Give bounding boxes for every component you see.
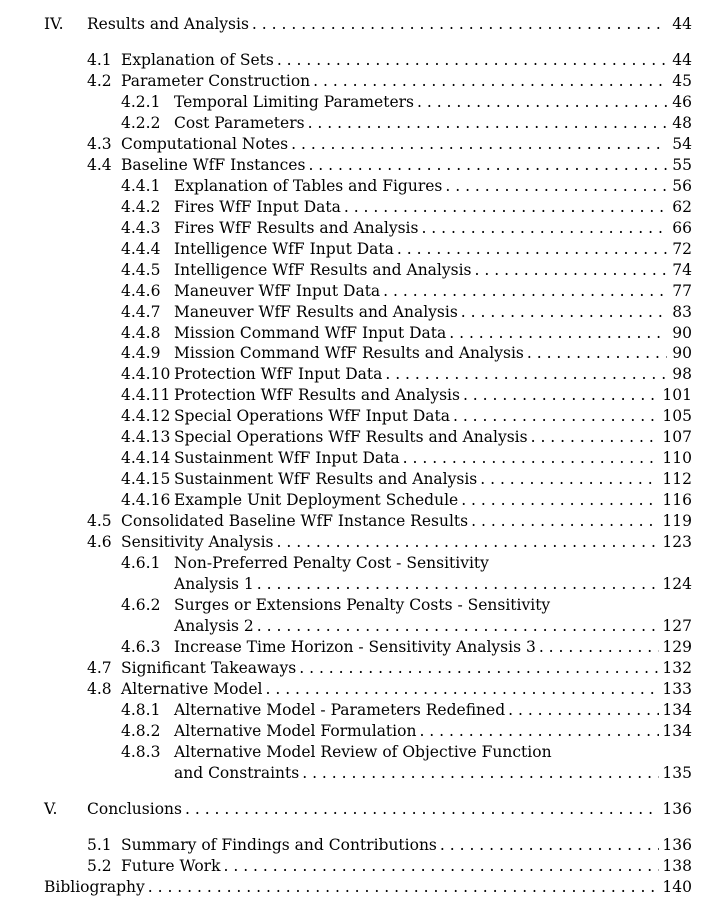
toc-title: Intelligence WfF Input Data xyxy=(174,240,394,258)
toc-title: Maneuver WfF Results and Analysis xyxy=(174,303,458,321)
toc-page: 136 xyxy=(662,836,692,854)
dot-leader xyxy=(299,660,659,677)
toc-entry-4-4-5 xyxy=(121,259,692,279)
toc-number: 4.2.2 xyxy=(121,114,161,132)
toc-number: 4.4.10 xyxy=(121,365,171,383)
toc-entry-4-6-1-line1 xyxy=(121,552,692,572)
toc-title-continued: Analysis 1 xyxy=(174,575,254,593)
dot-leader xyxy=(449,325,667,342)
toc-title: Non-Preferred Penalty Cost - Sensitivity xyxy=(174,554,489,572)
toc-page: 46 xyxy=(672,93,692,111)
dot-leader xyxy=(539,639,660,656)
toc-number: 5.1 xyxy=(87,836,112,854)
toc-number: 4.4.12 xyxy=(121,407,171,425)
toc-number: V. xyxy=(44,800,58,818)
toc-title: Example Unit Deployment Schedule xyxy=(174,491,459,509)
dot-leader xyxy=(277,534,660,551)
toc-entry-4-4-13 xyxy=(121,426,692,446)
toc-entry-4-4-3 xyxy=(121,217,692,237)
toc-number: 4.4.16 xyxy=(121,491,171,509)
dot-leader xyxy=(419,723,659,740)
dot-leader xyxy=(480,471,659,488)
dot-leader xyxy=(257,576,660,593)
dot-leader xyxy=(308,157,667,174)
toc-title: Sensitivity Analysis xyxy=(121,533,274,551)
dot-leader xyxy=(453,408,659,425)
toc-title: Fires WfF Input Data xyxy=(174,198,341,216)
toc-entry-4-4-14 xyxy=(121,447,692,467)
toc-entry-4-4-7 xyxy=(121,301,692,321)
toc-entry-ch4 xyxy=(44,13,692,33)
toc-number: 4.4.11 xyxy=(121,386,171,404)
toc-title: Computational Notes xyxy=(121,135,289,153)
toc-title: Mission Command WfF Results and Analysis xyxy=(174,344,524,362)
toc-number: 4.4 xyxy=(87,156,112,174)
toc-entry-4-8-3-line1 xyxy=(121,741,692,761)
toc-entry-4-4-11 xyxy=(121,384,692,404)
toc-entry-4-6 xyxy=(87,531,692,551)
toc-title: Mission Command WfF Input Data xyxy=(174,324,447,342)
toc-number: 4.5 xyxy=(87,512,112,530)
toc-title: Results and Analysis xyxy=(87,15,249,33)
toc-entry-4-6-2-line2 xyxy=(174,615,692,635)
toc-number: 4.2 xyxy=(87,72,112,90)
toc-entry-4-4-15 xyxy=(121,468,692,488)
toc-title: Temporal Limiting Parameters xyxy=(174,93,414,111)
toc-entry-4-4-12 xyxy=(121,405,692,425)
toc-title: Sustainment WfF Results and Analysis xyxy=(174,470,478,488)
toc-title: Parameter Construction xyxy=(121,72,311,90)
toc-entry-4-4-8 xyxy=(121,322,692,342)
toc-title: Protection WfF Input Data xyxy=(174,365,383,383)
toc-title: Explanation of Tables and Figures xyxy=(174,177,443,195)
toc-page: 132 xyxy=(662,659,692,677)
dot-leader xyxy=(397,241,667,258)
toc-entry-4-4-4 xyxy=(121,238,692,258)
dot-leader xyxy=(463,387,659,404)
toc-number: 4.4.9 xyxy=(121,344,161,362)
toc-title: Alternative Model Formulation xyxy=(174,722,417,740)
toc-number: 4.1 xyxy=(87,51,112,69)
toc-entry-4-4-6 xyxy=(121,280,692,300)
toc-page: 62 xyxy=(672,198,692,216)
dot-leader xyxy=(471,513,659,530)
toc-entry-4-5 xyxy=(87,510,692,530)
toc-entry-4-2-2 xyxy=(121,112,692,132)
dot-leader xyxy=(313,73,667,90)
toc-title: Intelligence WfF Results and Analysis xyxy=(174,261,472,279)
toc-title: Bibliography xyxy=(44,878,145,896)
toc-number: 4.4.1 xyxy=(121,177,161,195)
toc-title: Consolidated Baseline WfF Instance Results xyxy=(121,512,469,530)
dot-leader xyxy=(308,115,667,132)
toc-number: 4.6.3 xyxy=(121,638,161,656)
toc-entry-4-3 xyxy=(87,133,692,153)
toc-entry-4-2-1 xyxy=(121,91,692,111)
dot-leader xyxy=(302,765,659,782)
toc-entry-4-6-2-line1 xyxy=(121,594,692,614)
dot-leader xyxy=(403,450,660,467)
toc-number: IV. xyxy=(44,15,64,33)
toc-title-continued: Analysis 2 xyxy=(174,617,254,635)
toc-page: 116 xyxy=(662,491,692,509)
toc-page: 44 xyxy=(672,15,692,33)
toc-entry-4-4-9 xyxy=(121,342,692,362)
dot-leader xyxy=(252,16,667,33)
toc-title: Surges or Extensions Penalty Costs - Sensitivity xyxy=(174,596,551,614)
toc-number: 4.6.2 xyxy=(121,596,161,614)
toc-page: 140 xyxy=(662,878,692,896)
toc-number: 4.8.3 xyxy=(121,743,161,761)
toc-title: Alternative Model - Parameters Redefined xyxy=(174,701,506,719)
toc-number: 4.4.15 xyxy=(121,470,171,488)
toc-page: 129 xyxy=(662,638,692,656)
toc-entry-4-4-16 xyxy=(121,489,692,509)
toc-entry-5-2 xyxy=(87,855,692,875)
toc-page: 98 xyxy=(672,365,692,383)
toc-number: 4.4.6 xyxy=(121,282,161,300)
toc-number: 4.8.1 xyxy=(121,701,161,719)
dot-leader xyxy=(445,178,667,195)
toc-number: 4.4.14 xyxy=(121,449,171,467)
toc-title: Conclusions xyxy=(87,800,182,818)
toc-entry-4-2 xyxy=(87,70,692,90)
toc-page: 112 xyxy=(662,470,692,488)
toc-page: 83 xyxy=(672,303,692,321)
toc-page: 101 xyxy=(662,386,692,404)
toc-page: 74 xyxy=(672,261,692,279)
toc-number: 4.4.5 xyxy=(121,261,161,279)
toc-title: Explanation of Sets xyxy=(121,51,274,69)
dot-leader xyxy=(440,837,660,854)
toc-page: 56 xyxy=(672,177,692,195)
dot-leader xyxy=(257,618,660,635)
toc-page: 77 xyxy=(672,282,692,300)
dot-leader xyxy=(277,52,667,69)
toc-title: Maneuver WfF Input Data xyxy=(174,282,381,300)
toc-number: 4.8 xyxy=(87,680,112,698)
toc-number: 4.4.13 xyxy=(121,428,171,446)
toc-entry-4-8-1 xyxy=(121,699,692,719)
toc-number: 4.4.3 xyxy=(121,219,161,237)
toc-title: Cost Parameters xyxy=(174,114,305,132)
toc-number: 4.2.1 xyxy=(121,93,161,111)
dot-leader xyxy=(344,199,667,216)
toc-number: 4.6 xyxy=(87,533,112,551)
toc-page: 107 xyxy=(662,428,692,446)
toc-page: 134 xyxy=(662,701,692,719)
toc-page: 133 xyxy=(662,680,692,698)
dot-leader xyxy=(508,702,659,719)
toc-page: 90 xyxy=(672,324,692,342)
toc-title: Alternative Model Review of Objective Function xyxy=(174,743,552,761)
toc-entry-5-1 xyxy=(87,834,692,854)
toc-number: 4.4.7 xyxy=(121,303,161,321)
dot-leader xyxy=(148,879,660,896)
dot-leader xyxy=(531,429,660,446)
toc-title: Significant Takeaways xyxy=(121,659,297,677)
toc-entry-4-1 xyxy=(87,49,692,69)
dot-leader xyxy=(475,262,667,279)
dot-leader xyxy=(421,220,667,237)
toc-number: 4.7 xyxy=(87,659,112,677)
toc-title-continued: and Constraints xyxy=(174,764,300,782)
toc-entry-4-4-1 xyxy=(121,175,692,195)
toc-page: 54 xyxy=(672,135,692,153)
toc-title: Sustainment WfF Input Data xyxy=(174,449,400,467)
dot-leader xyxy=(385,366,667,383)
toc-page: 135 xyxy=(662,764,692,782)
toc-page: 44 xyxy=(672,51,692,69)
toc-entry-4-8 xyxy=(87,678,692,698)
dot-leader xyxy=(223,858,659,875)
toc-title: Special Operations WfF Results and Analysis xyxy=(174,428,528,446)
toc-number: 4.4.2 xyxy=(121,198,161,216)
toc-title: Special Operations WfF Input Data xyxy=(174,407,450,425)
toc-title: Baseline WfF Instances xyxy=(121,156,306,174)
toc-page: 134 xyxy=(662,722,692,740)
toc-entry-4-6-3 xyxy=(121,636,692,656)
toc-title: Future Work xyxy=(121,857,221,875)
toc-page: 110 xyxy=(662,449,692,467)
toc-page: 119 xyxy=(662,512,692,530)
toc-title: Fires WfF Results and Analysis xyxy=(174,219,419,237)
toc-page: 90 xyxy=(672,344,692,362)
dot-leader xyxy=(461,304,667,321)
toc-entry-4-4 xyxy=(87,154,692,174)
toc-number: 5.2 xyxy=(87,857,112,875)
toc-title: Protection WfF Results and Analysis xyxy=(174,386,460,404)
dot-leader xyxy=(291,136,667,153)
toc-page: 45 xyxy=(672,72,692,90)
toc-number: 4.4.4 xyxy=(121,240,161,258)
toc-title: Alternative Model xyxy=(121,680,263,698)
dot-leader xyxy=(527,345,667,362)
toc-number: 4.6.1 xyxy=(121,554,161,572)
toc-entry-4-4-10 xyxy=(121,363,692,383)
toc-entry-bibliography xyxy=(44,876,692,896)
dot-leader xyxy=(417,94,667,111)
toc-entry-4-6-1-line2 xyxy=(174,573,692,593)
dot-leader xyxy=(265,681,659,698)
dot-leader xyxy=(383,283,667,300)
toc-page: 138 xyxy=(662,857,692,875)
toc-number: 4.3 xyxy=(87,135,112,153)
toc-page: 123 xyxy=(662,533,692,551)
toc-page: 127 xyxy=(662,617,692,635)
toc-page: 72 xyxy=(672,240,692,258)
toc-title: Summary of Findings and Contributions xyxy=(121,836,437,854)
toc-entry-4-8-2 xyxy=(121,720,692,740)
toc-page: 124 xyxy=(662,575,692,593)
toc-title: Increase Time Horizon - Sensitivity Analysis 3 xyxy=(174,638,536,656)
toc-entry-4-4-2 xyxy=(121,196,692,216)
toc-number: 4.8.2 xyxy=(121,722,161,740)
toc-page: 136 xyxy=(662,800,692,818)
toc-page: 55 xyxy=(672,156,692,174)
toc-entry-4-7 xyxy=(87,657,692,677)
toc-page: 105 xyxy=(662,407,692,425)
toc-page: 66 xyxy=(672,219,692,237)
dot-leader xyxy=(185,801,659,818)
toc-entry-4-8-3-line2 xyxy=(174,762,692,782)
toc-entry-ch5 xyxy=(44,798,692,818)
toc-number: 4.4.8 xyxy=(121,324,161,342)
dot-leader xyxy=(461,492,659,509)
toc-page: 48 xyxy=(672,114,692,132)
